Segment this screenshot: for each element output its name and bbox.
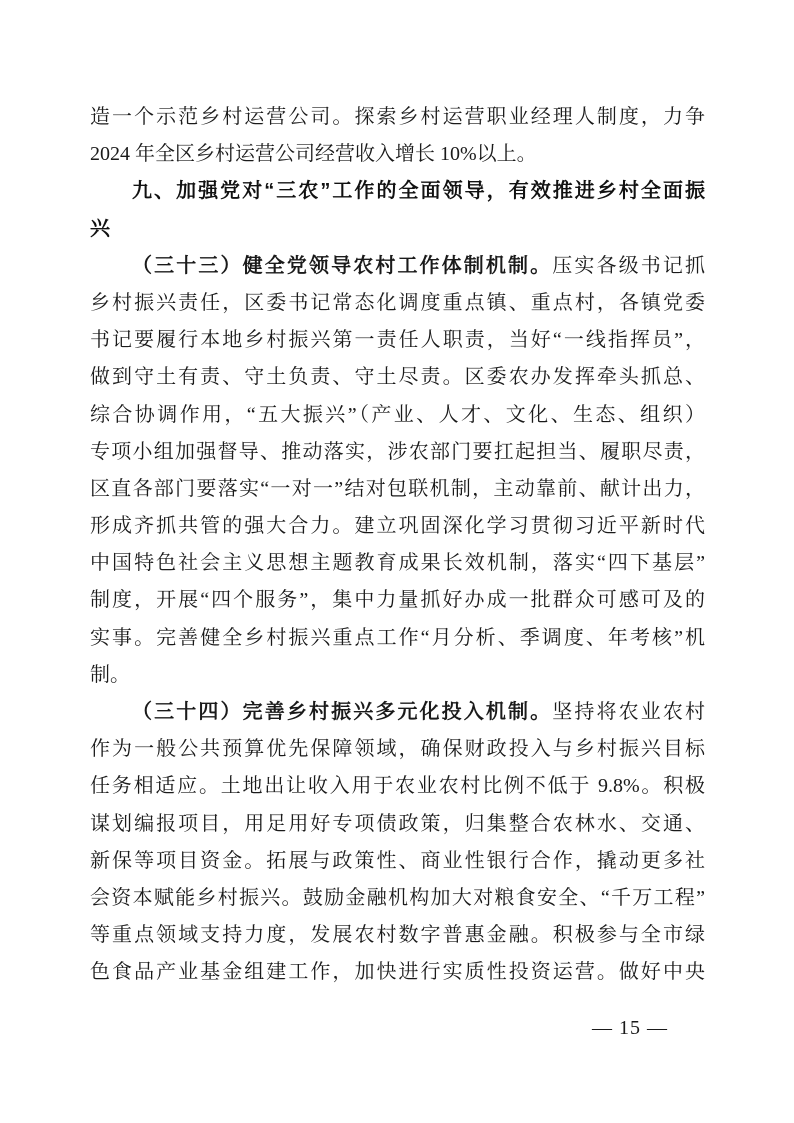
text-segment: 实事。完善健全乡村振兴重点工作“月分析、季调度、年考核”机	[90, 626, 705, 649]
text-segment: 作为一般公共预算优先保障领域，确保财政投入与乡村振兴目标	[90, 738, 705, 761]
text-line	[90, 917, 705, 954]
item-34-first-line	[90, 694, 705, 731]
section-heading-line	[90, 211, 705, 248]
text-line	[90, 657, 705, 694]
text-line	[90, 620, 705, 657]
text-segment: 区直各部门要落实“一对一”结对包联机制，主动靠前、献计出力，	[90, 477, 705, 500]
text-segment: 谋划编报项目，用足用好专项债政策，归集整合农林水、交通、	[90, 812, 705, 835]
text-line	[90, 471, 705, 508]
text-line	[90, 731, 705, 768]
text-segment: 中国特色社会主义思想主题教育成果长效机制，落实“四下基层”	[90, 552, 705, 575]
text-segment: 形成齐抓共管的强大合力。建立巩固深化学习贯彻习近平新时代	[90, 515, 705, 538]
text-segment: 新保等项目资金。拓展与政策性、商业性银行合作，撬动更多社	[90, 849, 705, 872]
text-line	[90, 359, 705, 396]
text-line	[90, 954, 705, 991]
text-line	[90, 434, 705, 471]
document-body	[90, 99, 705, 992]
text-line	[90, 880, 705, 917]
text-line	[90, 582, 705, 619]
text-segment: 乡村振兴责任，区委书记常态化调度重点镇、重点村，各镇党委	[90, 291, 705, 314]
text-segment: 2024 年全区乡村运营公司经营收入增长 10%以上。	[90, 143, 537, 166]
text-segment: 制度，开展“四个服务”，集中力量抓好办成一批群众可感可及的	[90, 589, 705, 612]
text-line	[90, 508, 705, 545]
text-segment: 制。	[90, 663, 130, 686]
item-33-first-line	[90, 248, 705, 285]
text-segment: 会资本赋能乡村振兴。鼓励金融机构加大对粮食安全、“千万工程”	[90, 886, 705, 909]
text-line	[90, 136, 705, 173]
bold-text-segment: 兴	[90, 217, 110, 240]
text-line	[90, 843, 705, 880]
text-line	[90, 285, 705, 322]
text-segment: 综合协调作用，“五大振兴”（产业、人才、文化、生态、组织）	[90, 403, 705, 426]
bold-text-segment: （三十四）完善乡村振兴多元化投入机制。	[132, 701, 553, 723]
text-segment: 书记要履行本地乡村振兴第一责任人职责，当好“一线指挥员”，	[90, 329, 705, 352]
text-line	[90, 322, 705, 359]
text-segment: 造一个示范乡村运营公司。探索乡村运营职业经理人制度，力争	[90, 106, 705, 128]
bold-text-segment: 九、加强党对“三农”工作的全面领导，有效推进乡村全面振	[132, 180, 705, 203]
text-line	[90, 806, 705, 843]
text-line	[90, 397, 705, 434]
text-segment: 做到守土有责、守土负责、守土尽责。区委农办发挥牵头抓总、	[90, 366, 705, 389]
text-segment: 色食品产业基金组建工作，加快进行实质性投资运营。做好中央	[90, 961, 705, 984]
text-line	[90, 99, 705, 136]
text-segment: 压实各级书记抓	[552, 254, 705, 277]
page-number: — 15 —	[592, 1017, 668, 1039]
text-segment: 任务相适应。土地出让收入用于农业农村比例不低于 9.8%。积极	[90, 775, 705, 798]
section-heading-line	[90, 173, 705, 210]
text-segment: 坚持将农业农村	[552, 701, 705, 723]
text-line	[90, 768, 705, 805]
bold-text-segment: （三十三）健全党领导农村工作体制机制。	[132, 254, 553, 277]
text-segment: 专项小组加强督导、推动落实，涉农部门要扛起担当、履职尽责，	[90, 440, 705, 463]
text-line	[90, 545, 705, 582]
text-segment: 等重点领域支持力度，发展农村数字普惠金融。积极参与全市绿	[90, 924, 705, 947]
